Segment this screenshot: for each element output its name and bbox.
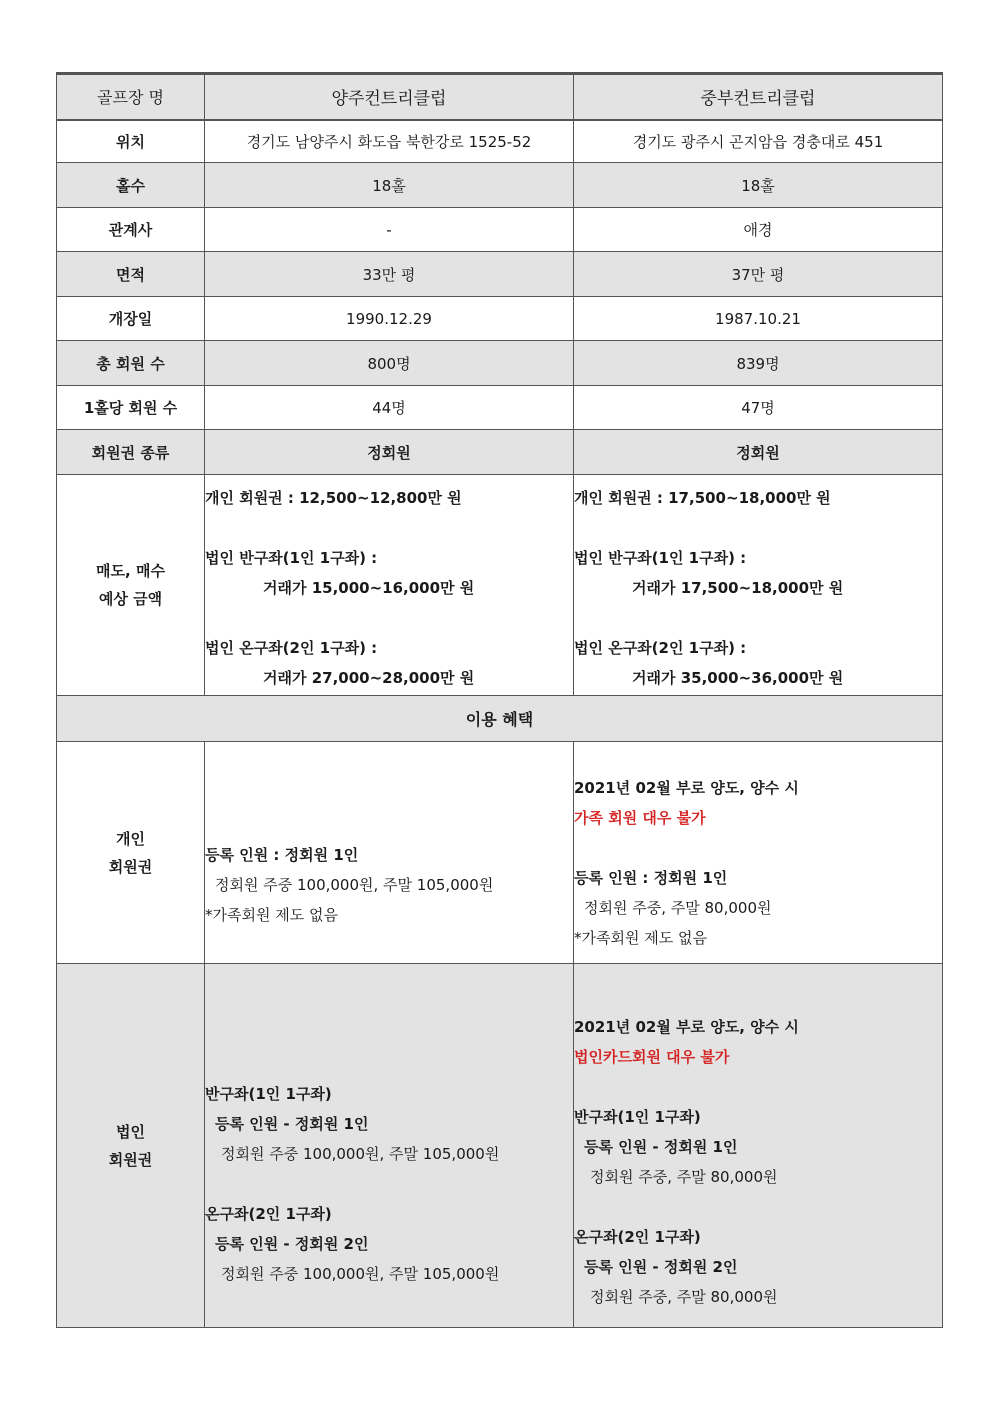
cell-club-a: 1990.12.29: [205, 297, 574, 341]
individual-price: 개인 회원권 : 12,500~12,800만 원: [205, 489, 462, 507]
individual-label: [57, 742, 205, 964]
individual-club-a: [205, 742, 574, 964]
row-area: [57, 252, 943, 297]
individual-label-line1: 개인: [116, 829, 145, 848]
full-account-price: 거래가 27,000~28,000만 원: [263, 669, 475, 687]
half-account-title: 법인 반구좌(1인 1구좌) :: [205, 549, 378, 567]
full-account-title: 법인 온구좌(2인 1구좌) :: [574, 639, 747, 657]
cell-club-b: 37만 평: [574, 252, 943, 297]
registration-count: 등록 인원 : 정회원 1인: [574, 868, 728, 887]
cell-club-b: 1987.10.21: [574, 297, 943, 341]
row-affiliate: [57, 208, 943, 252]
cell-club-a: 18홀: [205, 163, 574, 208]
benefits-section-row: [57, 696, 943, 742]
row-label: 개장일: [57, 297, 205, 341]
cell-club-a: 800명: [205, 341, 574, 386]
benefits-title: 이용 혜택: [57, 696, 943, 742]
header-label: 골프장 명: [57, 74, 205, 120]
half-account-title: 반구좌(1인 1구좌): [205, 1085, 332, 1103]
half-account-fee: 정회원 주중 100,000원, 주말 105,000원: [221, 1145, 500, 1163]
full-account-title: 온구좌(2인 1구좌): [574, 1227, 701, 1246]
row-label: 면적: [57, 252, 205, 297]
row-label: 1홀당 회원 수: [57, 386, 205, 430]
cell-club-b: 839명: [574, 341, 943, 386]
full-account-registration: 등록 인원 - 정회원 2인: [215, 1235, 369, 1253]
price-label-line1: 매도, 매수: [96, 562, 165, 580]
cell-club-b: 애경: [574, 208, 943, 252]
row-label: 관계사: [57, 208, 205, 252]
row-corporate-benefits: [57, 964, 943, 1328]
price-club-a: [205, 475, 574, 696]
row-opening-date: [57, 297, 943, 341]
family-note: *가족회원 제도 없음: [574, 928, 707, 947]
row-label: 총 회원 수: [57, 341, 205, 386]
full-account-registration: 등록 인원 - 정회원 2인: [584, 1257, 738, 1276]
corporate-label-line2: 회원권: [108, 1150, 153, 1169]
row-label: 홀수: [57, 163, 205, 208]
golf-club-comparison-table: [56, 72, 943, 1328]
green-fee: 정회원 주중, 주말 80,000원: [584, 898, 772, 917]
row-expected-price: [57, 475, 943, 696]
full-account-fee: 정회원 주중, 주말 80,000원: [590, 1287, 778, 1306]
cell-club-a: 경기도 남양주시 화도읍 북한강로 1525-52: [205, 120, 574, 163]
half-account-registration: 등록 인원 - 정회원 1인: [215, 1115, 369, 1133]
corporate-label-line1: 법인: [116, 1122, 145, 1141]
transfer-notice: 2021년 02월 부로 양도, 양수 시: [574, 1017, 799, 1036]
row-label: 위치: [57, 120, 205, 163]
individual-club-b: [574, 742, 943, 964]
cell-club-a: 33만 평: [205, 252, 574, 297]
family-warning: 가족 회원 대우 불가: [574, 808, 706, 827]
individual-price: 개인 회원권 : 17,500~18,000만 원: [574, 489, 831, 507]
price-club-b: [574, 475, 943, 696]
half-account-price: 거래가 15,000~16,000만 원: [263, 579, 475, 597]
corporate-club-a: [205, 964, 574, 1328]
cell-club-a: -: [205, 208, 574, 252]
header-club-a: 양주컨트리클럽: [205, 74, 574, 120]
green-fee: 정회원 주중 100,000원, 주말 105,000원: [215, 876, 494, 894]
corporate-club-b: [574, 964, 943, 1328]
family-note: *가족회원 제도 없음: [205, 906, 338, 924]
cell-club-b: 47명: [574, 386, 943, 430]
half-account-registration: 등록 인원 - 정회원 1인: [584, 1137, 738, 1156]
corporate-card-warning: 법인카드회원 대우 불가: [574, 1047, 730, 1066]
full-account-title: 법인 온구좌(2인 1구좌) :: [205, 639, 378, 657]
price-label-line2: 예상 금액: [98, 590, 163, 608]
half-account-price: 거래가 17,500~18,000만 원: [632, 579, 844, 597]
row-members-per-hole: [57, 386, 943, 430]
header-club-b: 중부컨트리클럽: [574, 74, 943, 120]
row-location: [57, 120, 943, 163]
cell-club-b: 18홀: [574, 163, 943, 208]
individual-label-line2: 회원권: [108, 857, 153, 876]
row-label: 회원권 종류: [57, 430, 205, 475]
cell-club-b: 정회원: [574, 430, 943, 475]
corporate-label: [57, 964, 205, 1328]
transfer-notice: 2021년 02월 부로 양도, 양수 시: [574, 778, 799, 797]
row-membership-type: [57, 430, 943, 475]
row-total-members: [57, 341, 943, 386]
full-account-fee: 정회원 주중 100,000원, 주말 105,000원: [221, 1265, 500, 1283]
cell-club-b: 경기도 광주시 곤지암읍 경충대로 451: [574, 120, 943, 163]
full-account-price: 거래가 35,000~36,000만 원: [632, 669, 844, 687]
registration-count: 등록 인원 : 정회원 1인: [205, 846, 359, 864]
full-account-title: 온구좌(2인 1구좌): [205, 1205, 332, 1223]
cell-club-a: 44명: [205, 386, 574, 430]
half-account-title: 반구좌(1인 1구좌): [574, 1107, 701, 1126]
half-account-title: 법인 반구좌(1인 1구좌) :: [574, 549, 747, 567]
row-holes: [57, 163, 943, 208]
row-individual-benefits: [57, 742, 943, 964]
half-account-fee: 정회원 주중, 주말 80,000원: [590, 1167, 778, 1186]
header-row: [57, 74, 943, 120]
cell-club-a: 정회원: [205, 430, 574, 475]
price-label: [57, 475, 205, 696]
